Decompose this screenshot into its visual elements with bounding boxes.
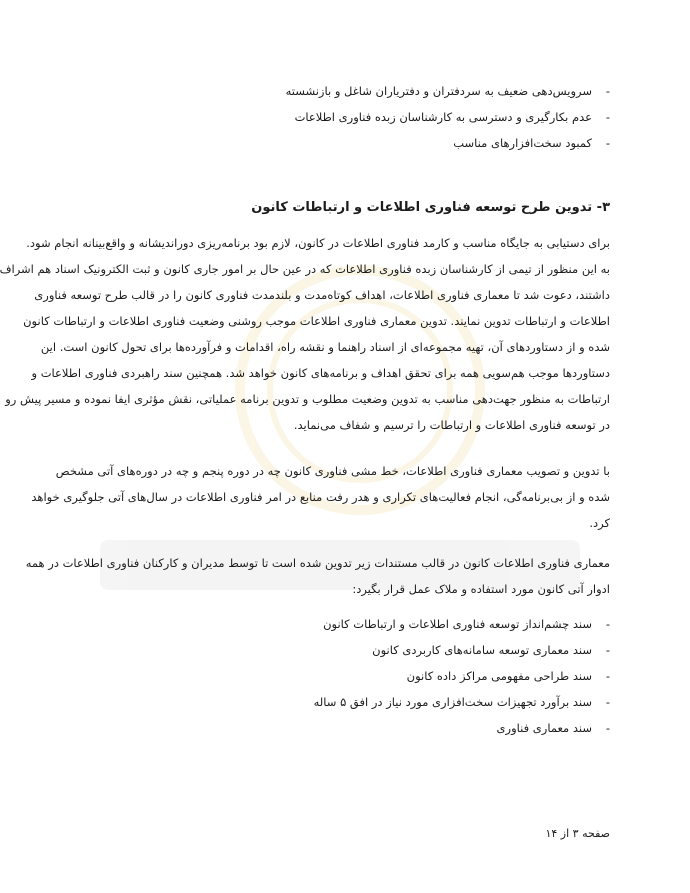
top-bullet-list — [80, 78, 610, 156]
list-item: - سند برآورد تجهیزات سخت‌افزاری مورد نیاز در افق ۵ ساله — [80, 689, 610, 715]
section-heading: ۳- تدوین طرح توسعه فناوری اطلاعات و ارتباطات کانون — [251, 200, 610, 215]
paragraph-line: اطلاعات و ارتباطات تدوین نمایند. تدوین معماری فناوری اطلاعات موجب روشنی وضعیت فناوری اطلاعات و ارتباطات کانون — [23, 314, 610, 328]
page-number: صفحه ۳ از ۱۴ — [545, 827, 610, 840]
paragraph-line: ادوار آتی کانون مورد استفاده و ملاک عمل قرار بگیرد: — [352, 582, 610, 596]
paragraph-line: داشتند، دعوت شد تا معماری فناوری اطلاعات، اهداف کوتاه‌مدت و بلندمدت فناوری کانون را در قالب طرح توسعه فناوری — [34, 288, 610, 302]
list-item: - سند چشم‌انداز توسعه فناوری اطلاعات و ارتباطات کانون — [80, 611, 610, 637]
paragraph-line: دستاوردها موجب هم‌سویی همه برای تحقق اهداف و برنامه‌های کانون خواهد شد. همچنین سند راهبردی فناوری اطلاعات و — [31, 366, 610, 380]
paragraph-line: به این منظور از تیمی از کارشناسان زبده فناوری اطلاعات که در عین حال بر امور جاری کانون و ثبت الکترونیک اسناد هم اشراف — [0, 262, 610, 276]
list-item: - سرویس‌دهی ضعیف به سردفتران و دفتریاران شاغل و بازنشسته — [80, 78, 610, 104]
list-item: - سند معماری توسعه سامانه‌های کاربردی کانون — [80, 637, 610, 663]
list-item: - کمبود سخت‌افزارهای مناسب — [80, 130, 610, 156]
paragraph-line: در توسعه فناوری اطلاعات و ارتباطات را ترسیم و شفاف می‌نماید. — [293, 418, 610, 432]
paragraph-2 — [31, 458, 610, 536]
bottom-bullet-list — [80, 611, 610, 741]
paragraph-1 — [0, 230, 610, 438]
paragraph-line: با تدوین و تصویب معماری فناوری اطلاعات، خط مشی فناوری کانون چه در دوره پنجم و چه در دوره‌های آتی مشخص — [55, 464, 610, 478]
paragraph-line: معماری فناوری اطلاعات کانون در قالب مستندات زیر تدوین شده است تا توسط مدیران و کارکنان فناوری اطلاعات در همه — [25, 556, 610, 570]
paragraph-3 — [25, 550, 610, 602]
paragraph-line: شده و از بی‌برنامه‌گی، انجام فعالیت‌های تکراری و هدر رفت منابع در امر فناوری اطلاعات در سال‌های آتی جلوگیری خواهد — [31, 490, 610, 504]
list-item: - سند معماری فناوری — [80, 715, 610, 741]
list-item: - عدم بکارگیری و دسترسی به کارشناسان زبده فناوری اطلاعات — [80, 104, 610, 130]
list-item: - سند طراحی مفهومی مراکز داده کانون — [80, 663, 610, 689]
paragraph-line: کرد. — [589, 516, 610, 530]
paragraph-line: شده و از دستاوردهای آن، تهیه مجموعه‌ای از اسناد راهنما و نقشه راه، اقدامات و فرآورده‌ها برای تحول کانون است. این — [40, 340, 610, 354]
paragraph-line: برای دستیابی به جایگاه مناسب و کارمد فناوری اطلاعات در کانون، لازم بود برنامه‌ریزی دوراندیشانه و واقع‌بینانه انجام شود. — [26, 236, 610, 250]
paragraph-line: ارتباطات به منظور جهت‌دهی مناسب به تدوین وضعیت مطلوب و تدوین برنامه عملیاتی، نقش مؤثری ایفا نموده و مسیر پیش رو — [5, 392, 610, 406]
